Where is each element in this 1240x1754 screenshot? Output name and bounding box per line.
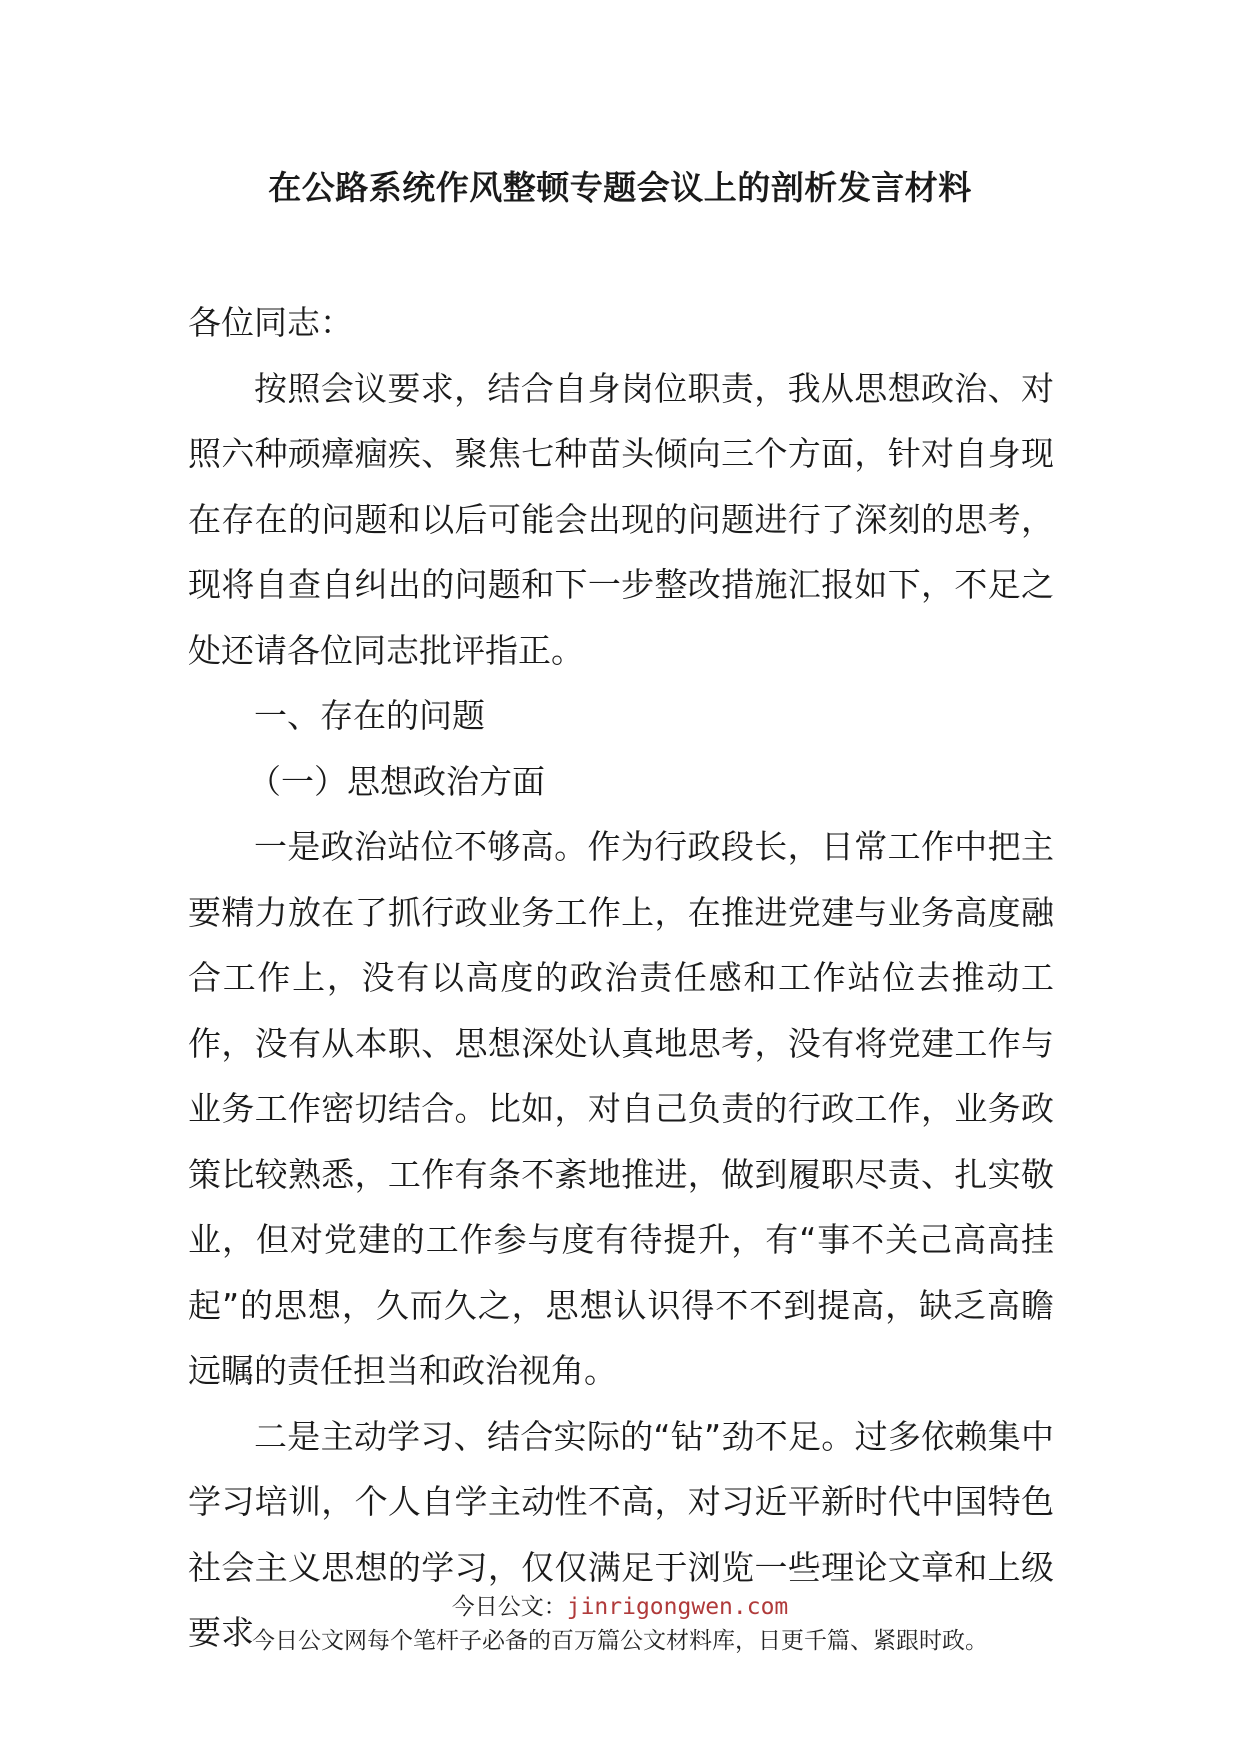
section-heading: 一、存在的问题 bbox=[254, 696, 485, 735]
document-title: 在公路系统作风整顿专题会议上的剖析发言材料 bbox=[268, 168, 972, 207]
footer-site-link[interactable]: jinrigongwen.com bbox=[566, 1594, 789, 1620]
subsection-heading: （一）思想政治方面 bbox=[248, 761, 545, 801]
footer-site-line bbox=[0, 1590, 1240, 1624]
paragraph-point-two: 二是主动学习、结合实际的“钻”劲不足。过多依赖集中学习培训，个人自学主动性不高，对习近平新时代中国特色社会主义思想的学习，仅仅满足于浏览一些理论文章和上级要求 bbox=[188, 1416, 1054, 1652]
paragraph-intro: 按照会议要求，结合自身岗位职责，我从思想政治、对照六种顽瘴痼疾、聚焦七种苗头倾向三个方面，针对自身现在存在的问题和以后可能会出现的问题进行了深刻的思考，现将自查自纠出的问题和下一步整改措施汇报如下，不足之处还请各位同志批评指正。 bbox=[188, 368, 1054, 670]
footer-watermark bbox=[0, 1590, 1240, 1658]
document-body bbox=[188, 290, 1054, 1666]
footer-slogan: 今日公文网每个笔杆子必备的百万篇公文材料库，日更千篇、紧跟时政。 bbox=[252, 1628, 988, 1654]
salutation: 各位同志： bbox=[188, 303, 353, 342]
paragraph-point-one: 一是政治站位不够高。作为行政段长，日常工作中把主要精力放在了抓行政业务工作上，在推进党建与业务高度融合工作上，没有以高度的政治责任感和工作站位去推动工作，没有从本职、思想深处认真地思考，没有将党建工作与业务工作密切结合。比如，对自己负责的行政工作，业务政策比较熟悉，工作有条不紊地推进，做到履职尽责、扎实敬业，但对党建的工作参与度有待提升，有“事不关己高高挂起”的思想，久而久之，思想认识得不不到提高，缺乏高瞻远瞩的责任担当和政治视角。 bbox=[188, 827, 1054, 1390]
footer-site-label: 今日公文： bbox=[451, 1594, 567, 1620]
